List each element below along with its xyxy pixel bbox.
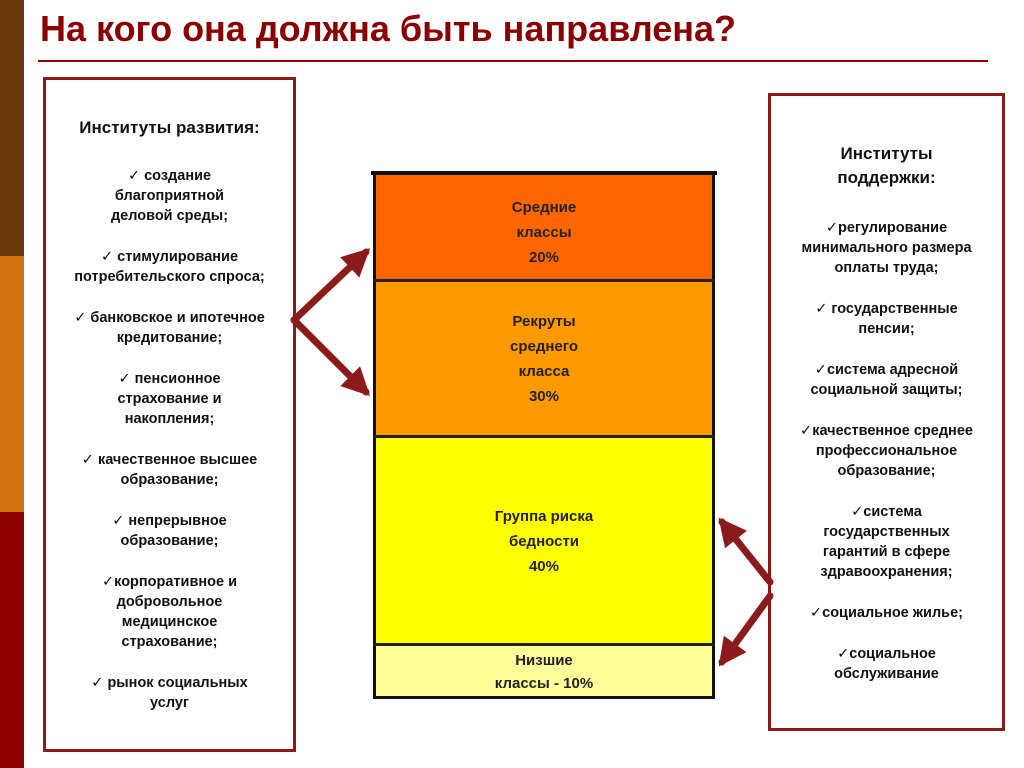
list-item: ✓социальное обслуживание bbox=[834, 646, 939, 682]
list-item: ✓ пенсионное страхование и накопления; bbox=[117, 371, 222, 427]
list-item: ✓регулирование минимального размера оплаты труда; bbox=[801, 220, 972, 276]
segment-middle-label2: классы bbox=[516, 224, 572, 241]
list-item: ✓ создание благоприятной деловой среды; bbox=[110, 168, 229, 224]
arrow-to-recruits bbox=[294, 320, 366, 392]
segment-risk-label2: бедности bbox=[508, 533, 580, 550]
arrow-to-middle-classes bbox=[294, 252, 366, 320]
page-title: На кого она должна быть направлена? bbox=[40, 8, 737, 49]
list-item: ✓корпоративное и добровольное медицинское страхование; bbox=[101, 574, 238, 650]
segment-risk-label1: Группа риска bbox=[494, 508, 594, 525]
list-item: ✓система государственных гарантий в сфере здравоохранения; bbox=[820, 504, 953, 580]
list-item: ✓ банковское и ипотечное кредитование; bbox=[74, 310, 265, 346]
segment-recruits-label3: класса bbox=[518, 363, 570, 380]
list-item: ✓ государственные пенсии; bbox=[815, 301, 958, 337]
segment-recruits-label2: среднего bbox=[510, 338, 578, 355]
segment-middle-label1: Средние bbox=[511, 199, 577, 216]
list-item: ✓ рынок социальных услуг bbox=[91, 675, 248, 711]
list-item: ✓социальное жилье; bbox=[809, 605, 963, 621]
list-item: ✓ стимулирование потребительского спроса; bbox=[74, 249, 265, 285]
segment-recruits-label1: Рекруты bbox=[512, 313, 576, 330]
development-institutes-heading: Институты развития: bbox=[79, 118, 260, 137]
list-item: ✓система адресной социальной защиты; bbox=[810, 362, 963, 398]
support-heading-line2: поддержки: bbox=[837, 168, 936, 187]
list-item: ✓ качественное высшее образование; bbox=[81, 452, 258, 488]
arrow-to-poverty-risk bbox=[722, 522, 770, 582]
list-item: ✓ непрерывное образование; bbox=[112, 513, 227, 549]
segment-risk-value: 40% bbox=[528, 558, 559, 575]
segment-middle-value: 20% bbox=[528, 249, 559, 266]
left-arrows bbox=[294, 252, 366, 392]
support-heading-line1: Институты bbox=[840, 144, 933, 163]
segment-lower-label1: Низшие bbox=[515, 652, 573, 669]
arrow-to-lower-classes bbox=[722, 596, 770, 662]
segment-lower-value: классы - 10% bbox=[494, 675, 594, 692]
right-arrows bbox=[722, 522, 770, 662]
segment-recruits-value: 30% bbox=[528, 388, 559, 405]
list-item: ✓качественное среднее профессиональное образование; bbox=[800, 423, 973, 479]
